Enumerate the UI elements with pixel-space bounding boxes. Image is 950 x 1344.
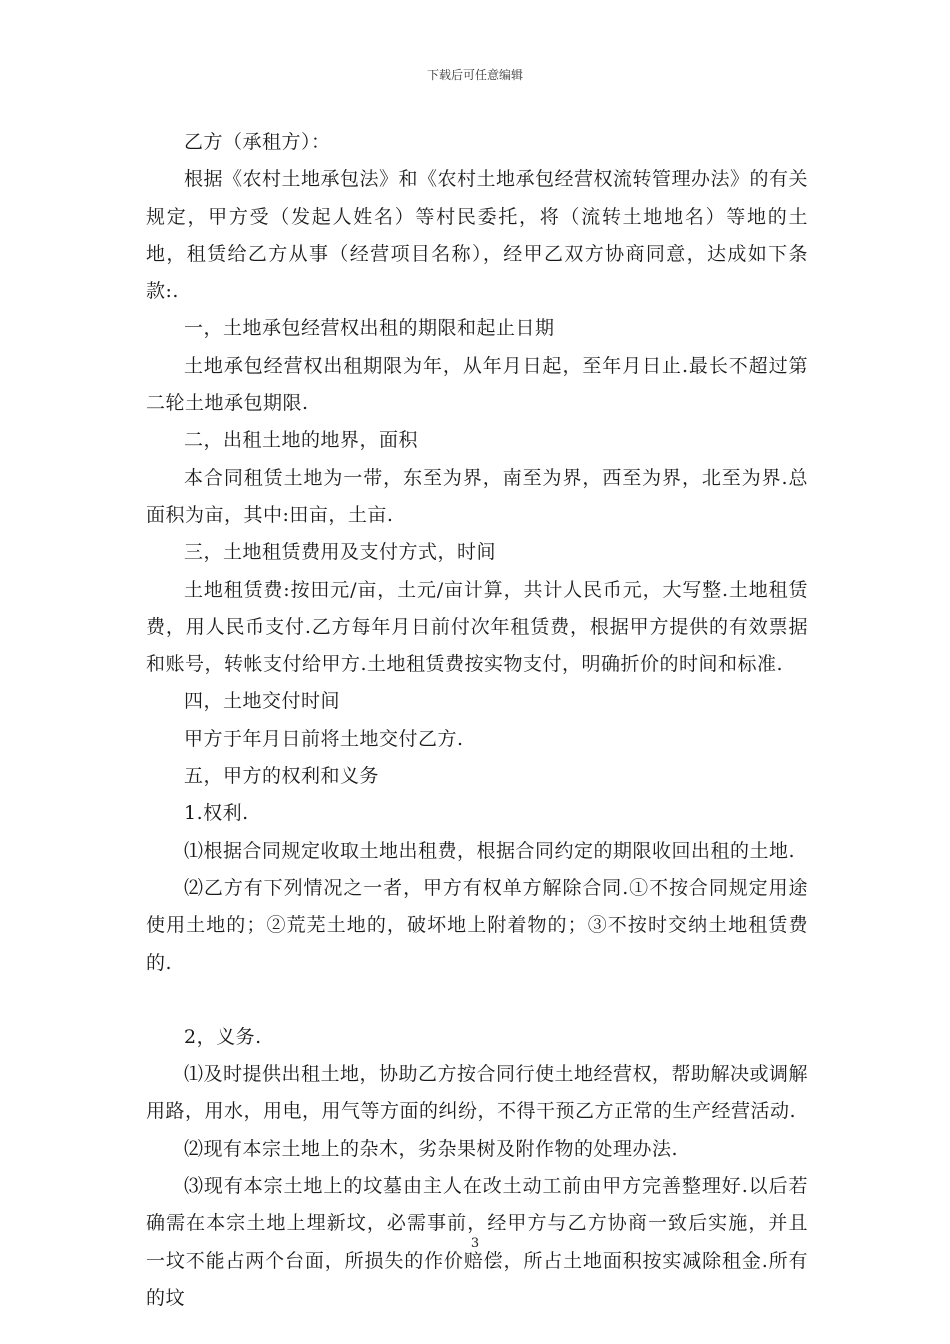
- page-number: 3: [470, 1236, 480, 1251]
- document-body: [146, 124, 808, 1317]
- rights-item-2: ⑵乙方有下列情况之一者，甲方有权单方解除合同.①不按合同规定用途使用土地的；②荒芜土地的，破坏地上附着物的；③不按时交纳土地租赁费的.: [146, 876, 808, 974]
- party-b-line: 乙方（承租方）：: [184, 131, 331, 153]
- section-2-body: 本合同租赁土地为一带，东至为界，南至为界，西至为界，北至为界.总面积为亩，其中:田亩，土亩.: [146, 466, 808, 526]
- section-2-heading: 二，出租土地的地界，面积: [184, 429, 419, 452]
- page-header: 下载后可任意编辑: [426, 68, 523, 82]
- obligations-heading: 2，义务.: [184, 1025, 262, 1048]
- section-1-body: 土地承包经营权出租期限为年，从年月日起，至年月日止.最长不超过第二轮土地承包期限.: [146, 354, 808, 415]
- section-5-heading: 五，甲方的权利和义务: [184, 765, 380, 788]
- section-4-body: 甲方于年月日前将土地交付乙方.: [184, 727, 464, 750]
- rights-heading: 1.权利.: [184, 802, 249, 825]
- obligations-item-3: ⑶现有本宗土地上的坟墓由主人在改土动工前由甲方完善整理好.以后若确需在本宗土地上埋新坟，必需事前，经甲方与乙方协商一致后实施，并且一坟不能占两个台面，所损失的作价赔偿，所占土地面积按实减除租金.所有的坟: [146, 1175, 808, 1309]
- section-1-heading: 一，土地承包经营权出租的期限和起止日期: [184, 317, 555, 340]
- section-3-heading: 三，土地租赁费用及支付方式，时间: [184, 541, 497, 564]
- section-3-body: 土地租赁费:按田元/亩，土元/亩计算，共计人民币元，大写整.土地租赁费，用人民币支付.乙方每年月日前付次年租赁费，根据甲方提供的有效票据和账号，转帐支付给甲方.土地租赁费按实物支付，明确折价的时间和标准.: [146, 578, 808, 676]
- rights-item-1: ⑴根据合同规定收取土地出租费，根据合同约定的期限收回出租的土地.: [184, 839, 796, 862]
- section-4-heading: 四，土地交付时间: [184, 690, 341, 713]
- obligations-item-2: ⑵现有本宗土地上的杂木，劣杂果树及附作物的处理办法.: [184, 1137, 679, 1160]
- obligations-item-1: ⑴及时提供出租土地，协助乙方按合同行使土地经营权，帮助解决或调解用路，用水，用电，用气等方面的纠纷，不得干预乙方正常的生产经营活动.: [146, 1063, 809, 1123]
- preamble-paragraph: 根据《农村土地承包法》和《农村土地承包经营权流转管理办法》的有关规定，甲方受（发起人姓名）等村民委托，将（流转土地地名）等地的土地，租赁给乙方从事（经营项目名称），经甲乙双方协商同意，达成如下条款:.: [146, 168, 809, 303]
